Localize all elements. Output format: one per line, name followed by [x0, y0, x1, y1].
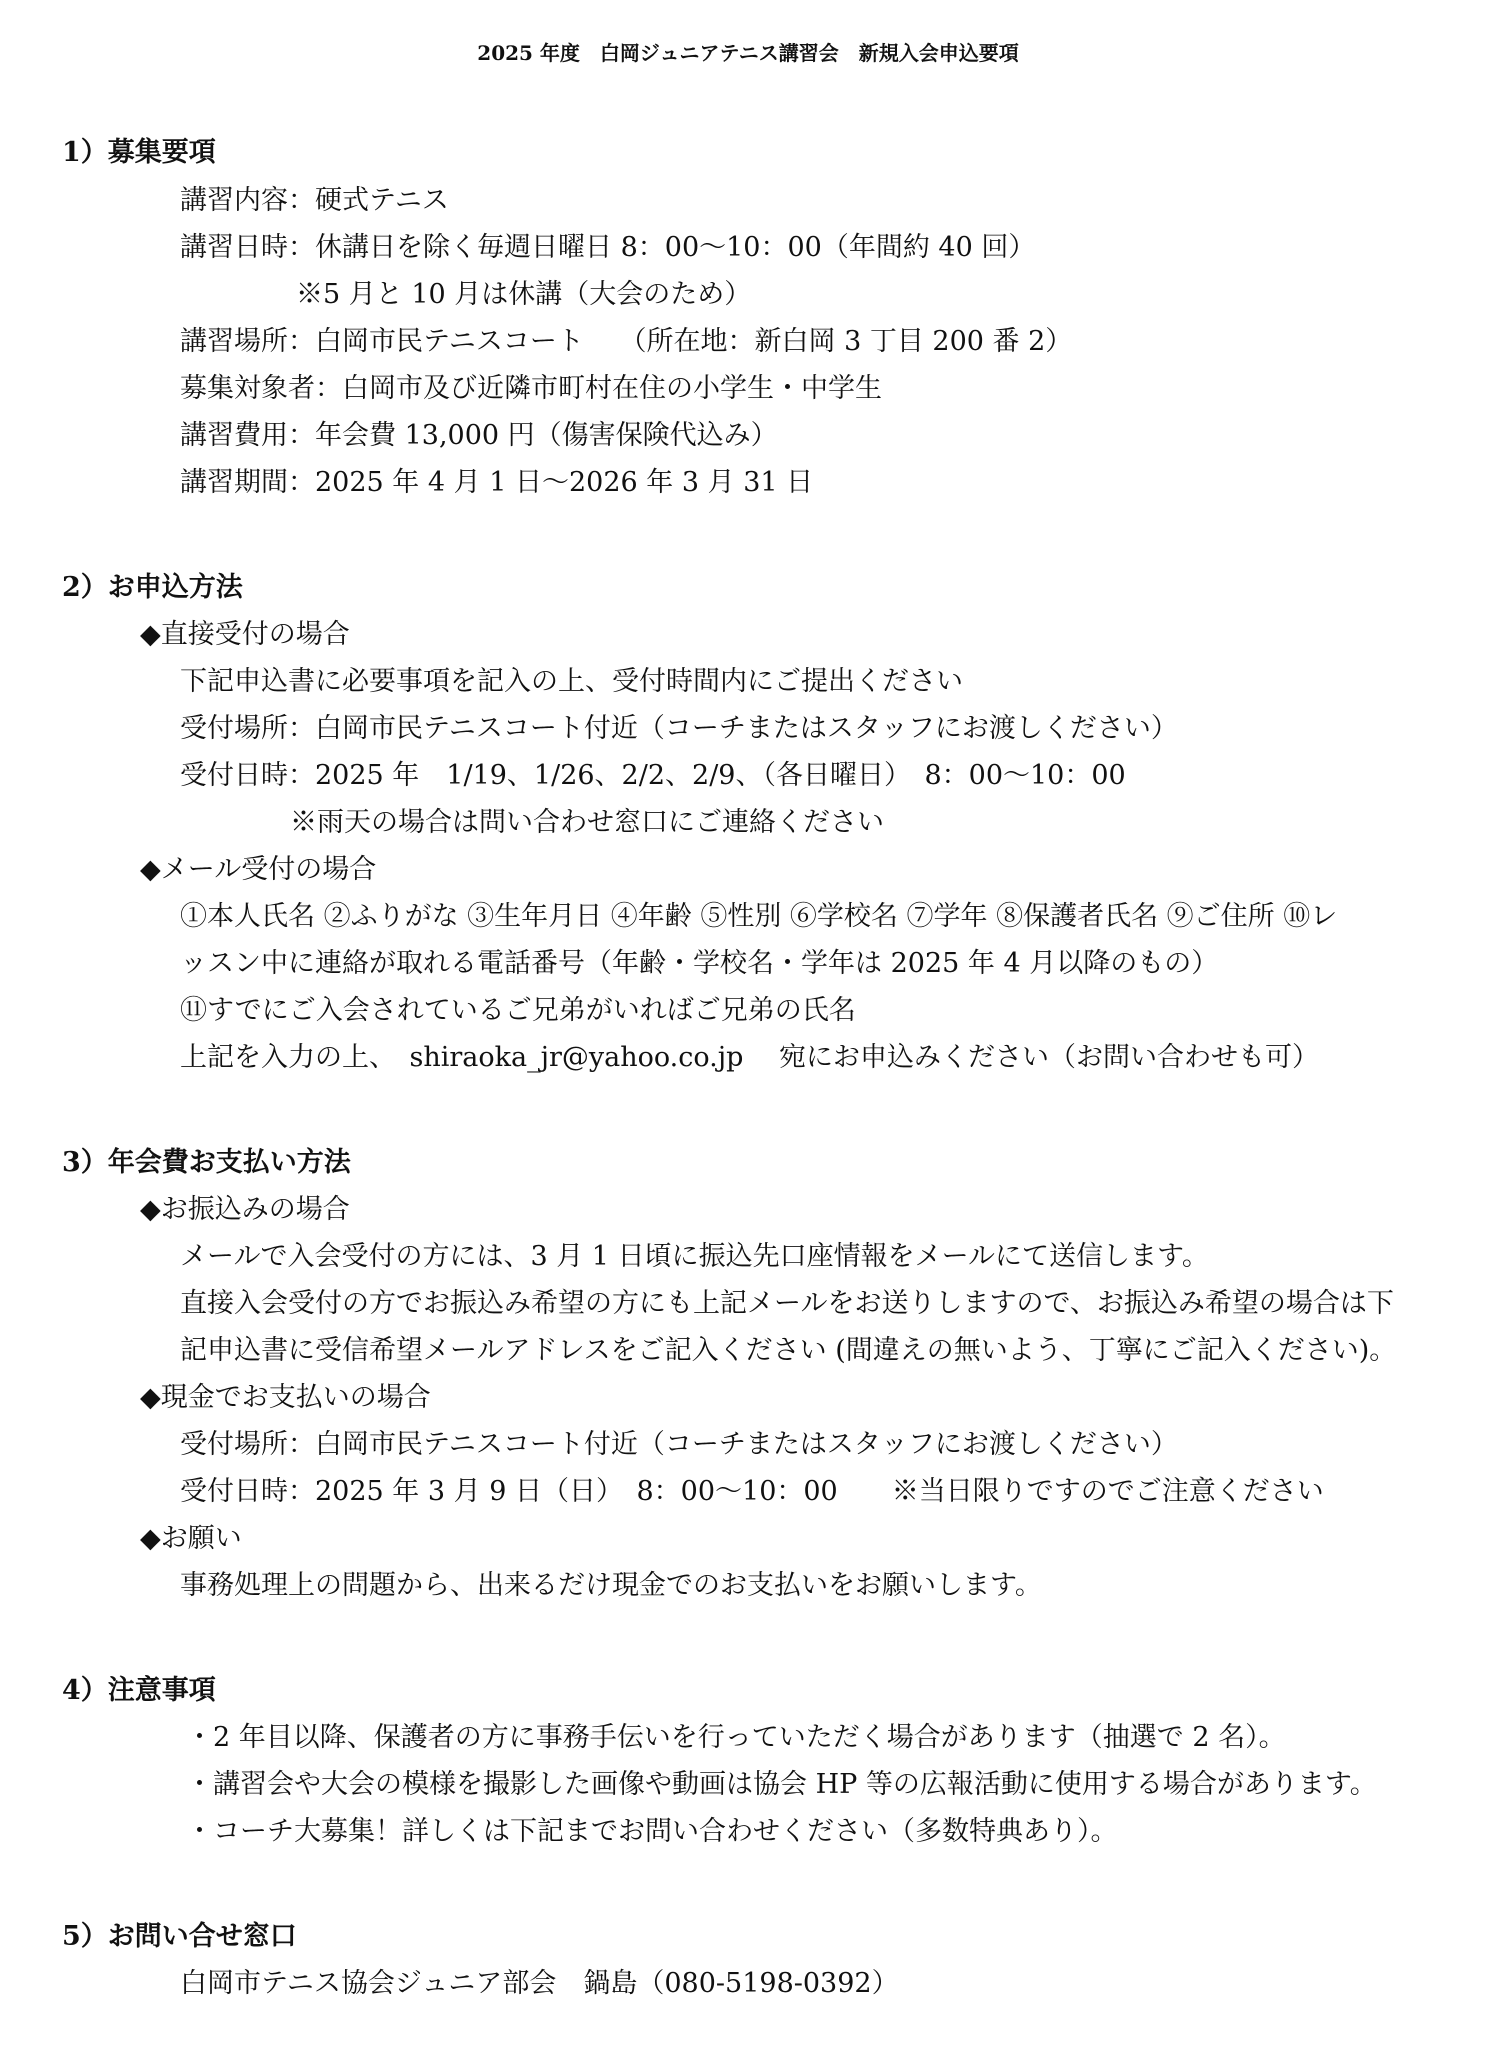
section-4-bullet: ・2 年目以降、保護者の方に事務手伝いを行っていただく場合があります（抽選で 2 名）。	[186, 1722, 1286, 1753]
section-3-line: 直接入会受付の方でお振込み希望の方にも上記メールをお送りしますので、お振込み希望の場合は下	[180, 1288, 1394, 1319]
section-2-heading: 2）お申込方法	[62, 572, 243, 603]
section-3-line: 受付場所：白岡市民テニスコート付近（コーチまたはスタッフにお渡しください）	[180, 1429, 1178, 1460]
section-1-heading: 1）募集要項	[62, 137, 216, 168]
section-3-line: 記申込書に受信希望メールアドレスをご記入ください (間違えの無いよう、丁寧にご記入ください)。	[180, 1335, 1397, 1366]
bank-transfer-label: ◆お振込みの場合	[140, 1194, 350, 1225]
section-1-line: 講習場所：白岡市民テニスコート （所在地：新白岡 3 丁目 200 番 2）	[180, 326, 1073, 357]
contact-line: 白岡市テニス協会ジュニア部会 鍋島（080-5198-0392）	[180, 1968, 899, 1999]
section-4-bullet: ・コーチ大募集！詳しくは下記までお問い合わせください（多数特典あり）。	[186, 1816, 1118, 1847]
direct-application-label: ◆直接受付の場合	[140, 619, 350, 650]
section-2-note: ※雨天の場合は問い合わせ窓口にご連絡ください	[290, 807, 884, 838]
section-2-email-line: 上記を入力の上、 shiraoka_jr@yahoo.co.jp 宛にお申込みください（お問い合わせも可）	[180, 1042, 1319, 1073]
section-5-heading: 5）お問い合せ窓口	[62, 1921, 297, 1952]
section-1-line: 講習日時：休講日を除く毎週日曜日 8：00～10：00（年間約 40 回）	[180, 232, 1036, 263]
section-4-bullet: ・講習会や大会の模様を撮影した画像や動画は協会 HP 等の広報活動に使用する場合があります。	[186, 1769, 1377, 1800]
section-1-note: ※5 月と 10 月は休講（大会のため）	[296, 279, 752, 310]
section-2-line: ッスン中に連絡が取れる電話番号（年齢・学校名・学年は 2025 年 4 月以降のもの）	[180, 948, 1219, 979]
section-3-line: メールで入会受付の方には、3 月 1 日頃に振込先口座情報をメールにて送信します。	[180, 1241, 1209, 1272]
section-2-line: 受付場所：白岡市民テニスコート付近（コーチまたはスタッフにお渡しください）	[180, 713, 1178, 744]
request-label: ◆お願い	[140, 1523, 242, 1554]
section-3-heading: 3）年会費お支払い方法	[62, 1147, 351, 1178]
section-4-heading: 4）注意事項	[62, 1675, 216, 1706]
section-2-line: 下記申込書に必要事項を記入の上、受付時間内にご提出ください	[180, 666, 963, 697]
section-1-line: 講習期間：2025 年 4 月 1 日～2026 年 3 月 31 日	[180, 467, 814, 498]
section-3-line: 事務処理上の問題から、出来るだけ現金でのお支払いをお願いします。	[180, 1570, 1042, 1601]
section-1-line: 講習費用：年会費 13,000 円（傷害保険代込み）	[180, 420, 778, 451]
section-2-line: ①本人氏名 ②ふりがな ③生年月日 ④年齢 ⑤性別 ⑥学校名 ⑦学年 ⑧保護者氏名 ⑨ご住所 ⑩レ	[180, 901, 1338, 932]
section-2-line: ⑪すでにご入会されているご兄弟がいればご兄弟の氏名	[180, 995, 856, 1026]
section-3-line: 受付日時：2025 年 3 月 9 日（日） 8：00～10：00 ※当日限りですのでご注意ください	[180, 1476, 1324, 1507]
section-1-line: 募集対象者：白岡市及び近隣市町村在住の小学生・中学生	[180, 373, 882, 404]
section-1-line: 講習内容：硬式テニス	[180, 185, 449, 216]
section-2-line: 受付日時：2025 年 1/19、1/26、2/2、2/9、（各日曜日） 8：00～10：00	[180, 760, 1126, 791]
page-title: 2025 年度 白岡ジュニアテニス講習会 新規入会申込要項	[477, 41, 1019, 65]
mail-application-label: ◆メール受付の場合	[140, 854, 377, 885]
cash-payment-label: ◆現金でお支払いの場合	[140, 1382, 431, 1413]
